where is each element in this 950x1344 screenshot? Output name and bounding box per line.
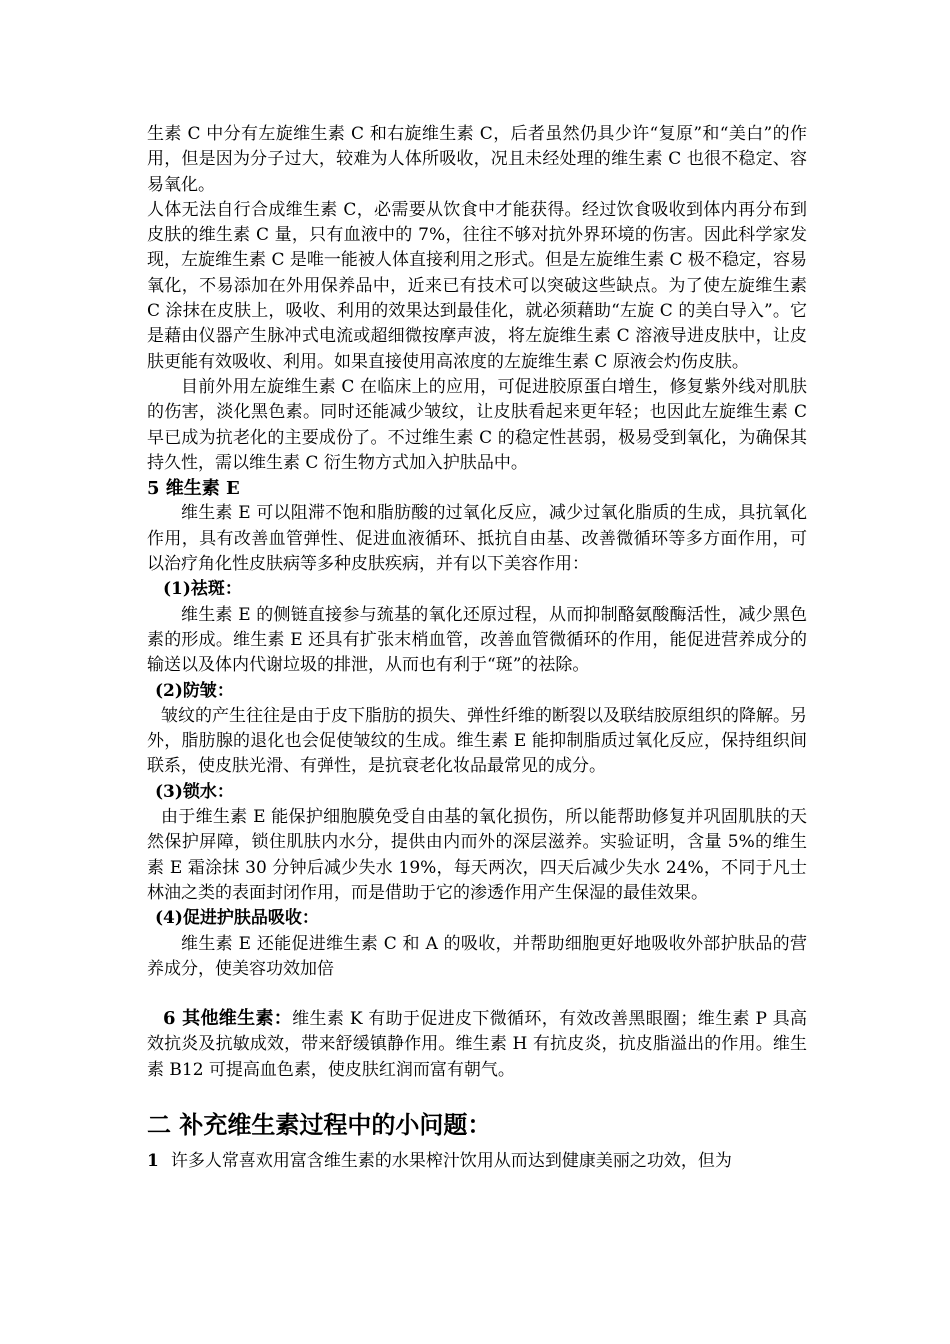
subheading-absorption: (4)促进护肤品吸收： bbox=[155, 908, 319, 929]
subheading-freckle: (1)祛斑： bbox=[163, 579, 242, 600]
paragraph-freckle: 维生素 E 的侧链直接参与巯基的氧化还原过程，从而抑制酪氨酸酶活性，减少黑色素的形成。维生素 E 还具有扩张末梢血管，改善血管微循环的作用，能促进营养成分的输送以及体内代谢垃圾的排泄，从而也有利于“斑”的祛除。 bbox=[147, 604, 807, 676]
paragraph-anti-wrinkle: 皱纹的产生往往是由于皮下脂肪的损失、弹性纤维的断裂以及联结胶原组织的降解。另外，脂肪腺的退化也会促使皱纹的生成。维生素 E 能抑制脂质过氧化反应，保持组织间联系，使皮肤光滑、有弹性，是抗衰老化妆品最常见的成分。 bbox=[147, 705, 807, 777]
section-heading-vitamin-e: 5 维生素 E bbox=[147, 478, 240, 500]
question-1-text: 许多人常喜欢用富含维生素的水果榨汁饮用从而达到健康美丽之功效，但为 bbox=[170, 1150, 732, 1171]
paragraph-absorption: 维生素 E 还能促进维生素 C 和 A 的吸收，并帮助细胞更好地吸收外部护肤品的营养成分，使美容功效加倍 bbox=[147, 933, 807, 979]
document-body bbox=[147, 122, 807, 1174]
subheading-moisture-lock: (3)锁水： bbox=[155, 781, 234, 802]
paragraph-question-1 bbox=[147, 1149, 807, 1174]
paragraph-vitamin-c-intake: 人体无法自行合成维生素 C，必需要从饮食中才能获得。经过饮食吸收到体内再分布到皮肤的维生素 C 量，只有血液中的 7%，往往不够对抗外界环境的伤害。因此科学家发现，左旋维生素 C 是唯一能被人体直接利用之形式。但是左旋维生素 C 极不稳定，容易氧化，不易添加在外用保养品中，近来已有技术可以突破这些缺点。为了使左旋维生素 C 涂抹在皮肤上，吸收、利用的效果达到最佳化，就必须藉助“左旋 C 的美白导入”。它是藉由仪器产生脉冲式电流或超细微按摩声波，将左旋维生素 C 溶液导进皮肤中，让皮肤更能有效吸收、利用。如果直接使用高浓度的左旋维生素 C 原液会灼伤皮肤。 bbox=[147, 199, 807, 372]
paragraph-vitamin-e-intro: 维生素 E 可以阻滞不饱和脂肪酸的过氧化反应，减少过氧化脂质的生成，具抗氧化作用，具有改善血管弹性、促进血液循环、抵抗自由基、改善微循环等多方面作用，可以治疗角化性皮肤病等多种皮肤疾病，并有以下美容作用： bbox=[147, 503, 807, 575]
paragraph-other-vitamins bbox=[147, 1006, 807, 1083]
paragraph-vitamin-c-isomers: 生素 C 中分有左旋维生素 C 和右旋维生素 C，后者虽然仍具少许“复原”和“美白”的作用，但是因为分子过大，较难为人体所吸收，况且未经处理的维生素 C 也很不稳定、容易氧化。 bbox=[147, 124, 807, 195]
paragraph-moisture-lock: 由于维生素 E 能保护细胞膜免受自由基的氧化损伤，所以能帮助修复并巩固肌肤的天然保护屏障，锁住肌肤内水分，提供由内而外的深层滋养。实验证明，含量 5%的维生素 E 霜涂抹 30 分钟后减少失水 19%，每天两次，四天后减少失水 24%，不同于凡士林油之类的表面封闭作用，而是借助于它的渗透作用产生保湿的最佳效果。 bbox=[147, 807, 807, 903]
spacer bbox=[147, 982, 807, 1006]
question-number: 1 bbox=[147, 1150, 159, 1171]
chapter-heading-supplement-issues: 二 补充维生素过程中的小问题： bbox=[147, 1109, 492, 1139]
subheading-anti-wrinkle: (2)防皱： bbox=[155, 680, 234, 701]
section-heading-other-vitamins: 6 其他维生素： bbox=[163, 1008, 293, 1030]
paragraph-vitamin-c-topical: 目前外用左旋维生素 C 在临床上的应用，可促进胶原蛋白增生，修复紫外线对肌肤的伤害，淡化黑色素。同时还能减少皱纹，让皮肤看起来更年轻；也因此左旋维生素 C 早已成为抗老化的主要成份了。不过维生素 C 的稳定性甚弱，极易受到氧化，为确保其持久性，需以维生素 C 衍生物方式加入护肤品中。 bbox=[147, 376, 807, 473]
paragraph-other-vitamins-text: 维生素 K 有助于促进皮下微循环，有效改善黑眼圈；维生素 P 具高效抗炎及抗敏成效，带来舒缓镇静作用。维生素 H 有抗皮炎，抗皮脂溢出的作用。维生素 B12 可提高血色素，使皮肤红润而富有朝气。 bbox=[147, 1009, 807, 1080]
